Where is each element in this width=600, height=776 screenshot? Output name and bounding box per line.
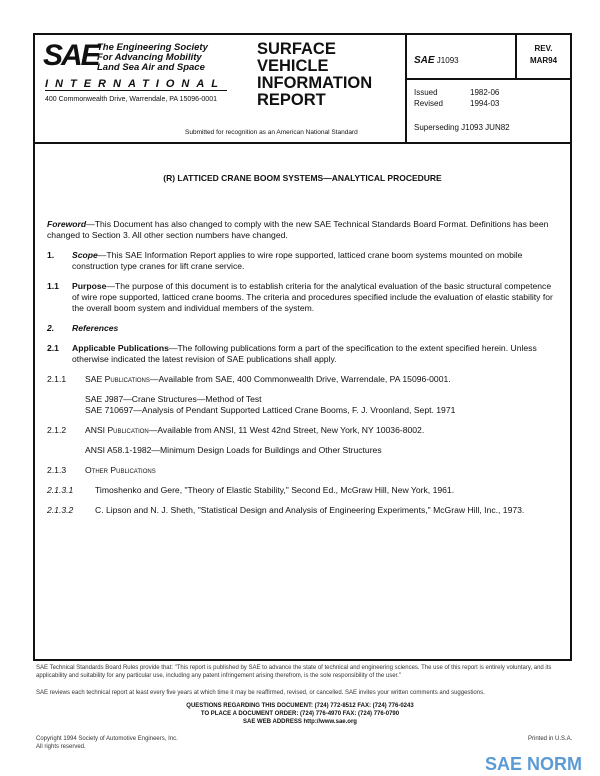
section-2-1-1: 2.1.1 SAE Publications—Available from SAE, 400 Commonwealth Drive, Warrendale, PA 15096-0001. <box>47 374 451 384</box>
section-2-1: 2.1 Applicable Publications—The following publications form a part of the specification to the extent specified herein. Unless otherwise indicated the latest revision of SAE publications shall apply. <box>47 343 537 364</box>
ansi-references: ANSI A58.1-1982—Minimum Design Loads for Buildings and Other Structures <box>85 445 382 455</box>
doc-number: SAE J1093 <box>414 55 459 66</box>
section-1: 1. Scope—This SAE Information Report applies to wire rope supported, latticed crane boom systems mounted on mobile construction type cranes for lift crane service. <box>47 250 523 271</box>
section-1-1: 1.1 Purpose—The purpose of this document is to establish criteria for the analytical evaluation of the basic structural competence of wire rope supported, latticed crane booms. The criteria and procedures specified include the evaluation of elastic stability for the overall boom system and individual members of the system. <box>47 281 553 313</box>
document-body <box>47 219 559 525</box>
sae-mini-logo: SAE <box>414 55 435 66</box>
printed-in: Printed in U.S.A. <box>528 736 573 742</box>
contact-info: QUESTIONS REGARDING THIS DOCUMENT: (724) 772-8512 FAX: (724) 776-0243 TO PLACE A DOCUMENT ORDER: (724) 776-4970 FAX: (724) 776-0790 SAE WEB ADDRESS http://www.sae.org <box>186 703 414 725</box>
disclaimer: SAE Technical Standards Board Rules provide that: "This report is published by SAE to advance the state of technical and engineering sciences. The use of this report is entirely voluntary, and its applicability and suitability for any particular use, including any patent infringement arising therefrom, is the sole responsibility of the user." <box>36 665 552 679</box>
issue-dates: Issued 1982-06 Revised 1994-03 <box>414 88 500 108</box>
sae-references: SAE J987—Crane Structures—Method of Test SAE 710697—Analysis of Pendant Supported Latticed Crane Booms, F. J. Vroonland, Sept. 1971 <box>85 394 456 415</box>
copyright: Copyright 1994 Society of Automotive Engineers, Inc. All rights reserved. <box>36 736 178 750</box>
foreword: Foreword—This Document has also changed to comply with the new SAE Technical Standards Board Format. Definitions has been changed to Section 3. All other section numbers have changed. <box>47 219 549 240</box>
divider <box>407 78 570 80</box>
report-type: SURFACE VEHICLE INFORMATION REPORT <box>257 40 373 109</box>
international-label: INTERNATIONAL <box>45 78 226 90</box>
divider <box>405 35 407 142</box>
sae-address: 400 Commonwealth Drive, Warrendale, PA 15096-0001 <box>45 96 217 103</box>
review-note: SAE reviews each technical report at least every five years at which time it may be reaffirmed, revised, or cancelled. SAE invites your written comments and suggestions. <box>36 690 485 696</box>
ansi-submission-note: Submitted for recognition as an American National Standard <box>185 129 358 136</box>
section-2-1-3-1: 2.1.3.1 Timoshenko and Gere, "Theory of Elastic Stability," Second Ed., McGraw Hill, New York, 1961. <box>47 485 455 495</box>
sae-logo: SAE <box>43 39 99 72</box>
section-2-1-3-2: 2.1.3.2 C. Lipson and N. J. Sheth, "Statistical Design and Analysis of Engineering Experiments," McGraw Hill, Inc., 1973. <box>47 505 525 515</box>
section-2-1-3: 2.1.3 Other Publications <box>47 465 156 475</box>
section-2: 2. References <box>47 323 119 333</box>
document-title: (R) LATTICED CRANE BOOM SYSTEMS—ANALYTICAL PROCEDURE <box>163 173 442 183</box>
section-2-1-2: 2.1.2 ANSI Publication—Available from ANSI, 11 West 42nd Street, New York, NY 10036-8002. <box>47 425 425 435</box>
revision: REV. MAR94 <box>529 44 558 65</box>
society-tagline: The Engineering Society For Advancing Mobility Land Sea Air and Space <box>97 42 208 73</box>
superseding: Superseding J1093 JUN82 <box>414 123 510 132</box>
document-header <box>35 35 570 144</box>
sae-norm-watermark: SAE NORM <box>485 754 583 774</box>
